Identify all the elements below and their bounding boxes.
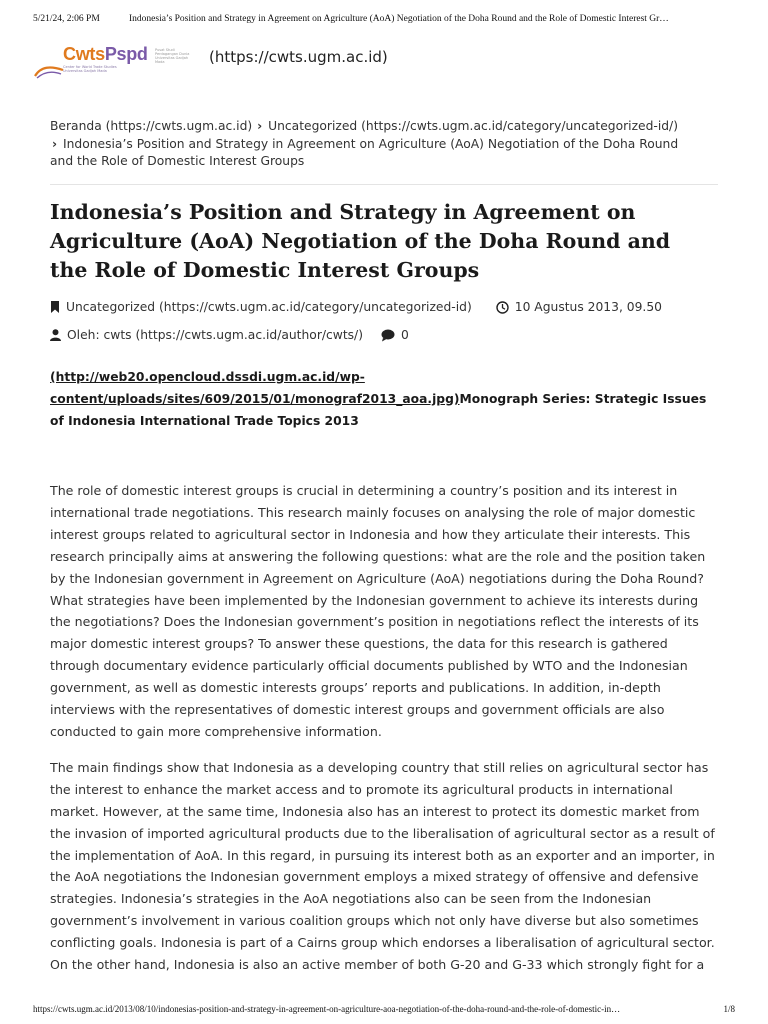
- site-header: [33, 42, 201, 80]
- article-paragraph: The main findings show that Indonesia as a developing country that still relies on agricultural sector has the interest to enhance the market access and to promote its agricultural products in international market. However, at the same time, Indonesia also has an interest to protect its domestic market from the invasion of imported agricultural products due to the liberalisation of agricultural sector as a result of the implementation of AoA. In this regard, in pursuing its interest both as an exporter and an importer, in the AoA negotiations the Indonesian government employs a mixed strategy of offensive and defensive strategies. Indonesia’s strategies in the AoA negotiations also can be seen from the Indonesian government’s involvement in various coalition groups which not only have diverse but also sometimes conflicting goals. Indonesia is part of a Cairns group which endorses a liberalisation of agricultural sector. On the other hand, Indonesia is also an active member of both G-20 and G-33 which strongly fight for a: [50, 759, 715, 973]
- print-footer: [33, 1004, 735, 1014]
- monograph-image-caption: [50, 366, 718, 432]
- logo-wordmark-pspd: Pspd: [104, 44, 148, 64]
- breadcrumb-category[interactable]: Uncategorized (https://cwts.ugm.ac.id/category/uncategorized-id/): [268, 119, 678, 133]
- article-meta-row-2: [50, 328, 409, 342]
- monograph-image-link[interactable]: (http://web20.opencloud.dssdi.ugm.ac.id/wp-content/uploads/sites/609/2015/01/monograf2013_aoa.jpg): [50, 370, 460, 406]
- logo-side-text: Pusat Studi Perdagangan Dunia Universitas Gadjah Mada: [155, 48, 190, 64]
- article-body: [50, 480, 720, 990]
- site-home-link[interactable]: (https://cwts.ugm.ac.id): [209, 48, 388, 66]
- print-footer-url: https://cwts.ugm.ac.id/2013/08/10/indonesias-position-and-strategy-in-agreement-on-agriculture-aoa-negotiation-of-the-doha-round-and-the-role-of-domestic-in…: [33, 1004, 621, 1014]
- logo-wordmark: [63, 44, 148, 65]
- breadcrumb: [50, 118, 720, 171]
- logo-subtitle: Center for World Trade Studies Universitas Gadjah Mada: [63, 65, 117, 73]
- clock-icon: [496, 301, 509, 314]
- comment-icon: [381, 329, 395, 342]
- chevron-right-icon: ›: [257, 119, 263, 133]
- print-date: 5/21/24, 2:06 PM: [33, 14, 100, 24]
- article-date: 10 Agustus 2013, 09.50: [514, 300, 662, 314]
- monograph-caption-text: Monograph Series: Strategic Issues of Indonesia International Trade Topics 2013: [50, 392, 707, 428]
- article-comment-count[interactable]: 0: [401, 328, 409, 342]
- breadcrumb-current-cont: and the Role of Domestic Interest Groups: [50, 154, 305, 168]
- logo-swoosh-icon: [33, 64, 65, 80]
- article-title: Indonesia’s Position and Strategy in Agreement on Agriculture (AoA) Negotiation of the Doha Round and the Role of Domestic Interest Groups: [50, 200, 671, 282]
- print-header: [33, 14, 735, 24]
- chevron-right-icon: ›: [52, 136, 58, 151]
- print-page-number: 1/8: [723, 1004, 735, 1014]
- site-logo[interactable]: [33, 42, 201, 80]
- article-meta-row-1: [50, 300, 662, 314]
- bookmark-icon: [50, 301, 60, 313]
- breadcrumb-current-line: [50, 136, 720, 154]
- article-category-link[interactable]: Uncategorized (https://cwts.ugm.ac.id/category/uncategorized-id): [66, 300, 472, 314]
- divider: [50, 184, 718, 185]
- breadcrumb-current: Indonesia’s Position and Strategy in Agreement on Agriculture (AoA) Negotiation of the Doha Round: [63, 136, 679, 151]
- article-paragraph: The role of domestic interest groups is crucial in determining a country’s position and its interest in international trade negotiations. This research mainly focuses on analysing the role of major domestic interest groups related to agricultural sector in Indonesia and how they articulate their interests. This research principally aims at answering the following questions: what are the role and the position taken by the Indonesian government in Agreement on Agriculture (AoA) negotiations during the Doha Round? What strategies have been implemented by the Indonesian government to achieve its interests during the negotiations? Does the Indonesian government’s position in negotiations reflect the interests of its major domestic interest groups? To answer these questions, the data for this research is gathered through documentary evidence particularly official documents published by WTO and the Indonesian government, as well as domestic interests groups’ reports and publications. In addition, in-depth interviews with the representatives of domestic interest groups and government officials are also conducted to gain more comprehensive information.: [50, 483, 706, 739]
- article-author-link[interactable]: Oleh: cwts (https://cwts.ugm.ac.id/author/cwts/): [67, 328, 364, 342]
- logo-wordmark-cwts: Cwts: [63, 44, 105, 64]
- print-page-title: Indonesia’s Position and Strategy in Agreement on Agriculture (AoA) Negotiation of the Doha Round and the Role of Domestic Interest Gr…: [129, 14, 669, 24]
- user-icon: [50, 329, 61, 341]
- breadcrumb-home[interactable]: Beranda (https://cwts.ugm.ac.id): [50, 119, 253, 133]
